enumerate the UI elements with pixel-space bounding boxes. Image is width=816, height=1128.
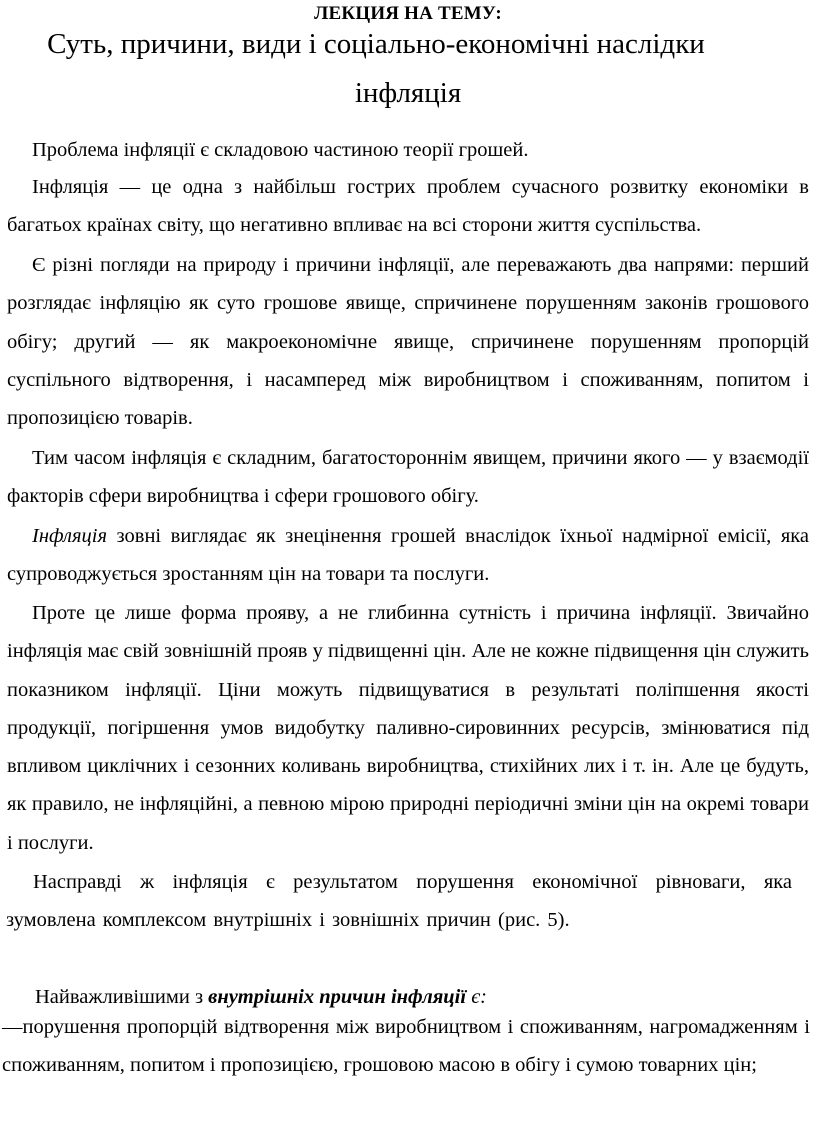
lecture-heading: ЛЕКЦИЯ НА ТЕМУ: <box>314 3 502 24</box>
paragraph-6: Проте це лише форма прояву, а не глибинна сутність і причина інфляції. Звичайно інфляція має свій зовнішній прояв у підвищенні цін. Але не кожне підвищення цін служить показником інфляції. Ціни можуть підвищуватися в результаті поліпшення якості продукції, погіршення умов видобутку паливно-сировинних ресурсів, змінюватися під впливом циклічних і сезонних коливань виробництва, стихійних лих і т. ін. Але це будуть, як правило, не інфляційні, а певною мірою природні періодичні зміни цін на окремі товари і послуги. <box>7 602 809 854</box>
paragraph-8-end: є: <box>466 986 487 1008</box>
paragraph-5-text: зовні виглядає як знецінення грошей внаслідок їхньої надмірної емісії, яка супроводжується зростанням цін на товари та послуги. <box>7 525 809 586</box>
title-line-1: Суть, причини, види і соціально-економічні наслідки <box>47 28 705 60</box>
paragraph-4: Тим часом інфляція є складним, багатостороннім явищем, причини якого — у взаємодії факторів сфери виробництва і сфери грошового обігу. <box>7 447 809 508</box>
paragraph-2: Інфляція — це одна з найбільш гострих проблем сучасного розвитку економіки в багатьох країнах світу, що негативно впливає на всі сторони життя суспільства. <box>7 176 809 237</box>
paragraph-5 <box>7 517 809 594</box>
paragraph-1: Проблема інфляції є складовою частиною теорії грошей. <box>32 139 529 161</box>
paragraph-3: Є різні погляди на природу і причини інфляції, але переважають два напрями: перший розглядає інфляцію як суто грошове явище, спричинене порушенням законів грошового обігу; другий — як макроекономічне явище, спричинене порушенням пропорцій суспільного відтворення, і насамперед між виробництвом і споживанням, попитом і пропозицією товарів. <box>7 254 809 430</box>
paragraph-9-list-item: —порушення пропорцій відтворення між виробництвом і споживанням, нагромадженням і споживанням, попитом і пропозицією, грошовою масою в обігу і сумою товарних цін; <box>2 1016 810 1077</box>
paragraph-5-term: Інфляція <box>32 525 107 547</box>
paragraph-8-term: внутрішніх причин інфляції <box>208 986 467 1008</box>
paragraph-7: Насправді ж інфляція є результатом порушення економічної рівноваги, яка зумовлена комплексом внутрішніх і зовнішніх причин (рис. 5). <box>6 871 792 932</box>
title-line-2: інфляція <box>354 77 462 109</box>
paragraph-8-start: Найважливішими з <box>35 986 209 1008</box>
